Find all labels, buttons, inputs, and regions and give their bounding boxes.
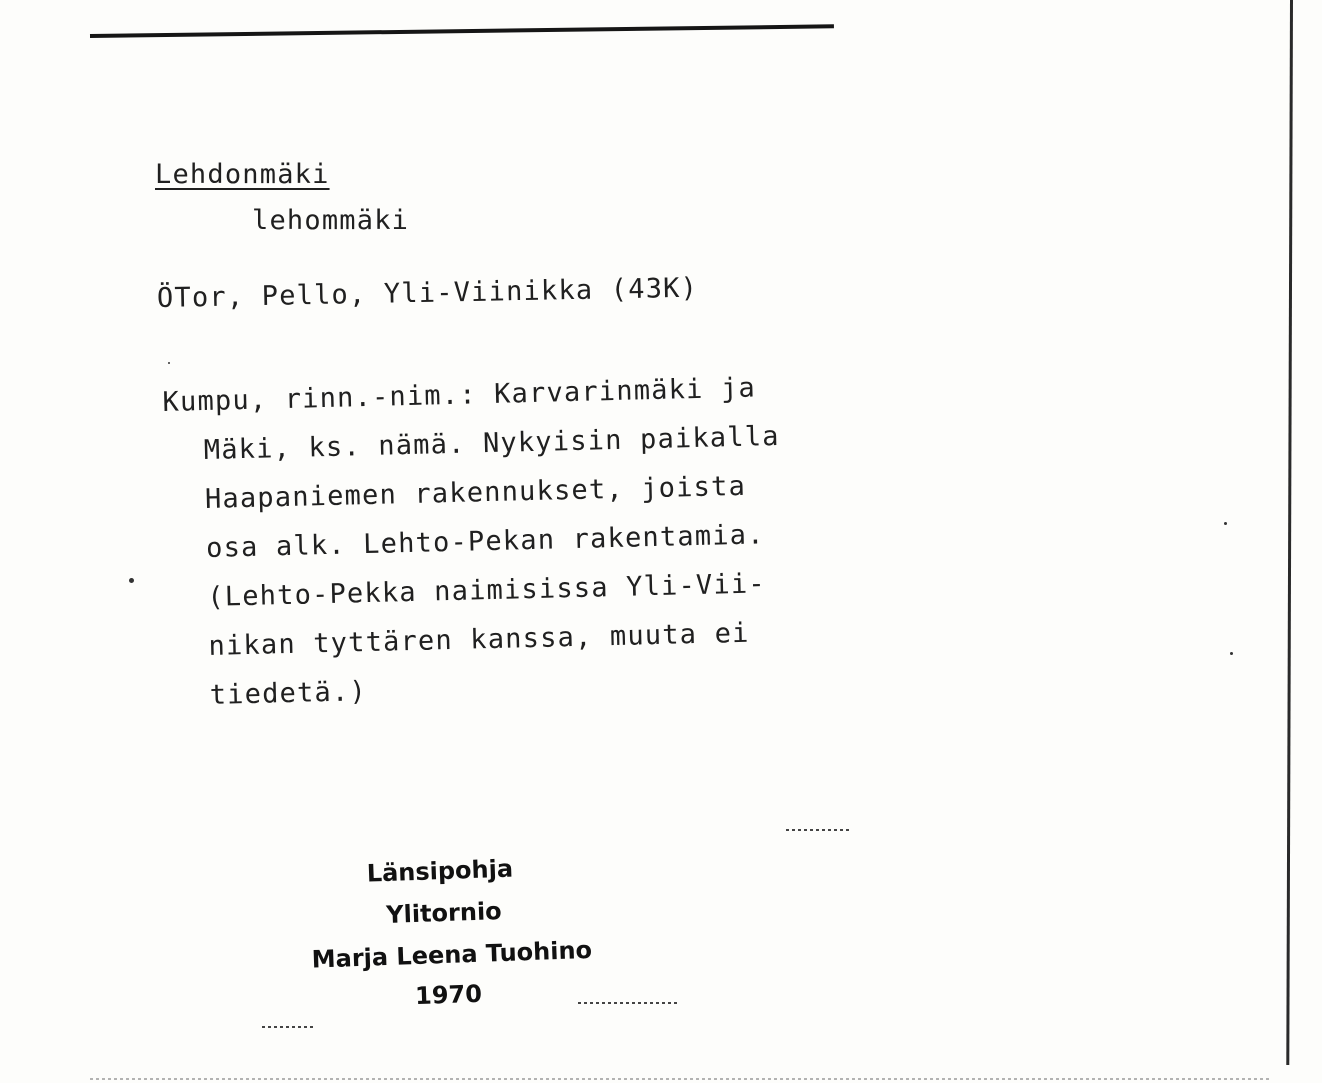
description-line: Haapaniemen rakennukset, joista bbox=[204, 470, 747, 515]
dialect-form: lehommäki bbox=[252, 205, 410, 236]
scan-mark bbox=[90, 1078, 1270, 1080]
description-line: osa alk. Lehto-Pekan rakentamia. bbox=[205, 519, 765, 564]
stamp-year: 1970 bbox=[414, 979, 483, 1011]
stamp-parish: Ylitornio bbox=[385, 897, 503, 930]
scan-mark bbox=[786, 829, 852, 831]
scan-speck bbox=[1224, 522, 1227, 525]
description-line: nikan tyttären kanssa, muuta ei bbox=[208, 617, 750, 662]
stamp-region: Länsipohja bbox=[366, 854, 514, 888]
scan-speck bbox=[129, 578, 134, 583]
scan-mark bbox=[578, 1002, 678, 1004]
description-line: Kumpu, rinn.-nim.: Karvarinmäki ja bbox=[162, 372, 757, 418]
collector-stamp bbox=[300, 839, 666, 1021]
scan-speck bbox=[1230, 652, 1233, 655]
top-rule bbox=[90, 24, 834, 38]
card-edge bbox=[1286, 0, 1293, 1065]
headword: Lehdonmäki bbox=[155, 159, 330, 190]
description-line: Mäki, ks. nämä. Nykyisin paikalla bbox=[203, 420, 781, 466]
description-text bbox=[162, 360, 890, 720]
scan-speck bbox=[168, 362, 170, 364]
description-line: (Lehto-Pekka naimisissa Yli-Vii- bbox=[206, 568, 767, 613]
stamp-collector: Marja Leena Tuohino bbox=[311, 935, 593, 974]
scan-mark bbox=[262, 1026, 316, 1028]
description-line: tiedetä.) bbox=[209, 676, 368, 711]
place-reference: ÖTor, Pello, Yli-Viinikka (43K) bbox=[156, 272, 699, 314]
